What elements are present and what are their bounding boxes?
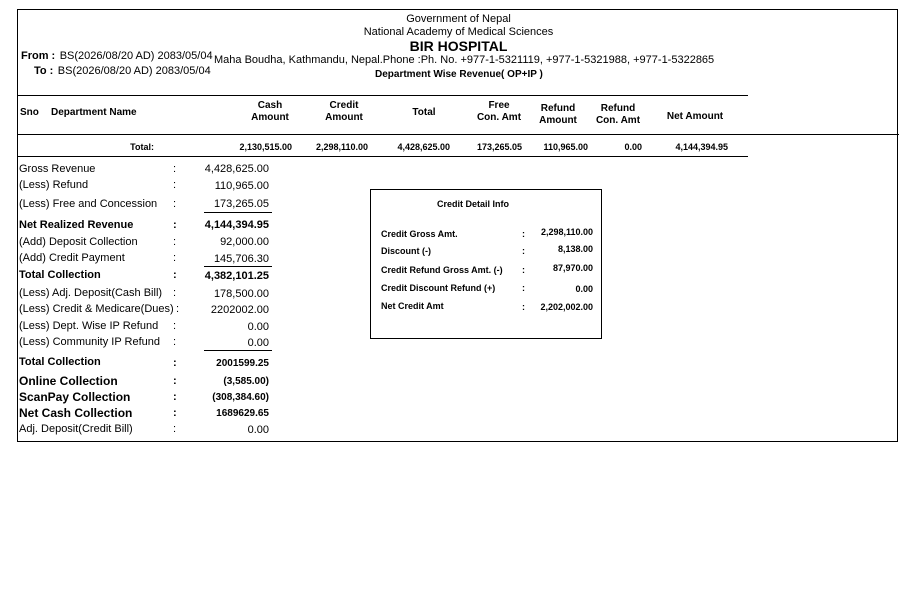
totals-net: 4,144,394.95 xyxy=(675,142,728,152)
credit-detail-panel xyxy=(370,189,602,339)
summary-colon: : xyxy=(173,423,177,435)
summary-label: Gross Revenue xyxy=(19,163,96,175)
summary-label: (Less) Dept. Wise IP Refund xyxy=(19,320,159,332)
summary-value: 145,706.30 xyxy=(213,253,269,265)
credit-detail-title: Credit Detail Info xyxy=(437,199,510,209)
credit-detail-value: 0.00 xyxy=(575,284,593,294)
summary-label: ScanPay Collection xyxy=(19,390,131,404)
summary-rule xyxy=(204,212,272,213)
summary-value: 1689629.65 xyxy=(216,408,269,419)
summary-label: (Less) Adj. Deposit(Cash Bill) xyxy=(19,287,163,299)
col-credit-line2: Amount xyxy=(325,112,363,123)
summary-label: (Less) Refund xyxy=(19,179,89,191)
summary-value: 0.00 xyxy=(247,424,269,436)
summary-value: 173,265.05 xyxy=(213,198,269,210)
summary-value: 2202002.00 xyxy=(210,304,269,316)
credit-detail-label: Discount (-) xyxy=(381,246,431,256)
to-value: BS(2026/08/20 AD) 2083/05/04 xyxy=(57,65,211,77)
credit-detail-colon: : xyxy=(522,265,525,275)
col-credit xyxy=(314,100,374,124)
col-refund xyxy=(528,103,588,127)
summary-label: Adj. Deposit(Credit Bill) xyxy=(19,423,133,435)
summary-label: Total Collection xyxy=(19,356,101,368)
totals-refund-con: 0.00 xyxy=(624,142,642,152)
summary-colon: : xyxy=(173,287,177,299)
government-line: Government of Nepal xyxy=(406,13,511,25)
summary-colon: : xyxy=(176,303,180,315)
credit-detail-colon: : xyxy=(522,229,525,239)
summary-label: Net Cash Collection xyxy=(19,406,133,420)
credit-detail-label: Net Credit Amt xyxy=(381,301,444,311)
summary-value: 0.00 xyxy=(247,321,269,333)
credit-detail-label: Credit Refund Gross Amt. (-) xyxy=(381,265,503,275)
summary-colon: : xyxy=(173,179,177,191)
report-title: Department Wise Revenue( OP+IP ) xyxy=(375,69,543,80)
credit-detail-value: 2,202,002.00 xyxy=(540,302,593,312)
summary-colon: : xyxy=(173,320,177,332)
summary-value: 110,965.00 xyxy=(214,180,269,192)
summary-value: 178,500.00 xyxy=(213,288,269,300)
summary-label: (Less) Community IP Refund xyxy=(19,336,161,348)
summary-value: 4,144,394.95 xyxy=(204,219,269,231)
col-cash-line1: Cash xyxy=(257,100,283,111)
credit-detail-value: 8,138.00 xyxy=(557,244,593,254)
summary-rule xyxy=(204,266,272,267)
summary-label: Net Realized Revenue xyxy=(19,219,134,231)
totals-label: Total: xyxy=(130,142,154,152)
credit-detail-colon: : xyxy=(522,283,525,293)
summary-value: (308,384.60) xyxy=(212,392,269,403)
summary-label: (Add) Deposit Collection xyxy=(19,236,138,248)
totals-rule xyxy=(18,156,748,157)
summary-colon: : xyxy=(173,375,177,387)
hospital-name: BIR HOSPITAL xyxy=(409,38,508,54)
summary-colon: : xyxy=(173,336,177,348)
summary-label: (Less) Free and Concession xyxy=(19,198,158,210)
header-top-rule xyxy=(18,95,748,96)
credit-detail-colon: : xyxy=(522,302,525,312)
to-label: To : xyxy=(34,65,54,77)
summary-colon: : xyxy=(173,391,177,403)
col-refund-con-line2: Con. Amt xyxy=(595,115,641,126)
col-refund-con xyxy=(588,103,648,127)
credit-detail-label: Credit Discount Refund (+) xyxy=(381,283,496,293)
revenue-report xyxy=(17,9,898,442)
col-free-line1: Free xyxy=(488,100,510,111)
from-label: From : xyxy=(21,50,56,62)
col-refund-con-line1: Refund xyxy=(600,103,636,114)
col-free-line2: Con. Amt xyxy=(476,112,522,123)
hospital-address: Maha Boudha, Kathmandu, Nepal.Phone :Ph. No. +977-1-5321119, +977-1-5321988, +977-1-5322865 xyxy=(214,54,715,66)
col-total: Total xyxy=(412,107,436,118)
col-net: Net Amount xyxy=(666,111,724,122)
col-refund-line2: Amount xyxy=(539,115,577,126)
col-cash-line2: Amount xyxy=(251,112,289,123)
credit-detail-label: Credit Gross Amt. xyxy=(381,229,458,239)
summary-rule xyxy=(204,350,272,351)
col-cash xyxy=(240,100,300,124)
col-department: Department Name xyxy=(51,107,137,118)
col-free xyxy=(469,100,529,124)
summary-label: Online Collection xyxy=(19,374,118,388)
header-bottom-rule xyxy=(18,134,899,135)
credit-detail-value: 2,298,110.00 xyxy=(540,227,593,237)
summary-colon: : xyxy=(173,357,177,369)
summary-colon: : xyxy=(173,219,177,231)
summary-label: (Less) Credit & Medicare(Dues) xyxy=(19,303,174,315)
summary-value: 0.00 xyxy=(247,337,269,349)
col-refund-line1: Refund xyxy=(540,103,576,114)
totals-cash: 2,130,515.00 xyxy=(239,142,292,152)
summary-value: 92,000.00 xyxy=(220,236,269,248)
to-date xyxy=(34,61,211,79)
totals-refund: 110,965.00 xyxy=(543,142,588,152)
summary-colon: : xyxy=(173,407,177,419)
summary-colon: : xyxy=(173,269,177,281)
summary-label: Total Collection xyxy=(19,269,101,281)
totals-total: 4,428,625.00 xyxy=(397,142,450,152)
summary-value: 4,428,625.00 xyxy=(204,163,269,175)
summary-colon: : xyxy=(173,252,177,264)
col-sno: Sno xyxy=(20,107,39,118)
summary-colon: : xyxy=(173,236,177,248)
summary-label: (Add) Credit Payment xyxy=(19,252,125,264)
academy-line: National Academy of Medical Sciences xyxy=(363,26,554,38)
totals-credit: 2,298,110.00 xyxy=(315,142,368,152)
summary-value: (3,585.00) xyxy=(223,376,269,387)
credit-detail-value: 87,970.00 xyxy=(552,263,593,273)
credit-detail-colon: : xyxy=(522,246,525,256)
summary-value: 4,382,101.25 xyxy=(204,270,269,282)
col-credit-line1: Credit xyxy=(329,100,359,111)
summary-colon: : xyxy=(173,198,177,210)
summary-colon: : xyxy=(173,163,177,175)
from-value: BS(2026/08/20 AD) 2083/05/04 xyxy=(59,50,213,62)
totals-free: 173,265.05 xyxy=(476,142,522,152)
summary-value: 2001599.25 xyxy=(216,358,269,369)
